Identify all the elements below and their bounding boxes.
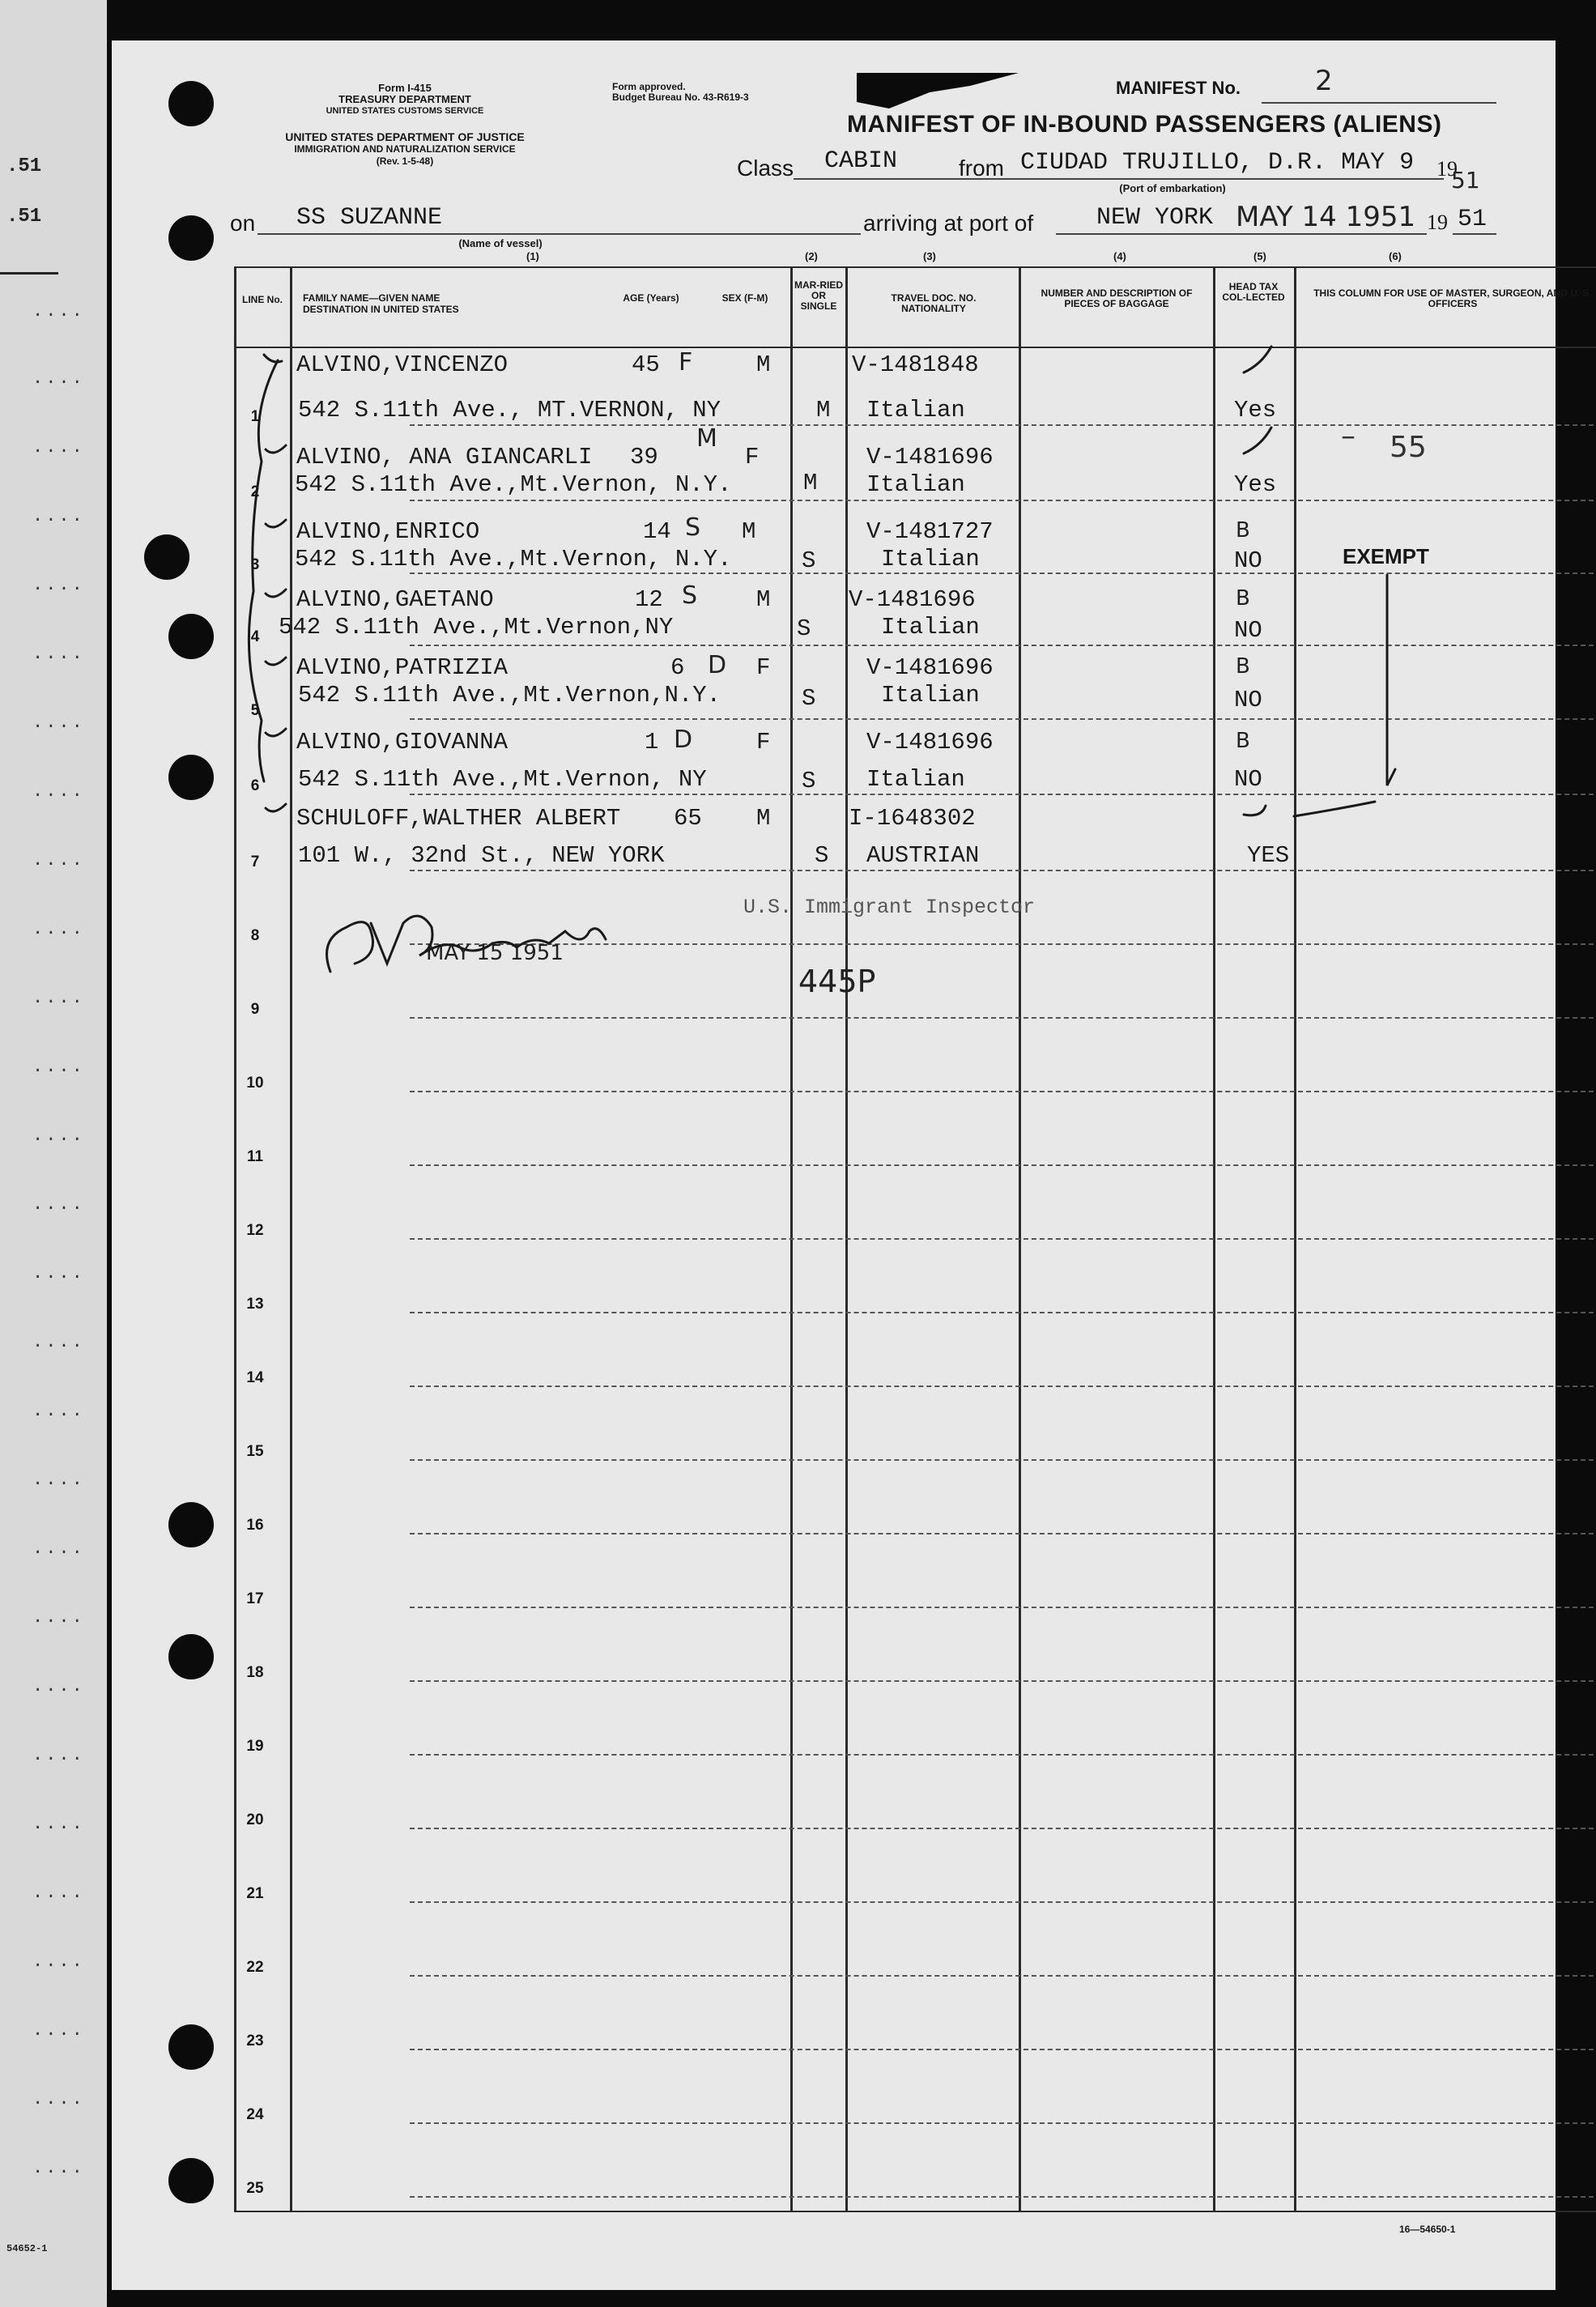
passenger-name: ALVINO, ANA GIANCARLI	[296, 444, 593, 470]
passenger-sex: M	[756, 586, 771, 613]
form-number: Form I-415	[378, 82, 432, 94]
line-number: 25	[246, 2180, 264, 2197]
strip-dots: ....	[32, 713, 85, 733]
col-num-4: (4)	[1113, 250, 1126, 262]
passenger-address: 542 S.11th Ave.,Mt.Vernon,N.Y.	[298, 682, 721, 709]
strip-dots: ....	[32, 1952, 85, 1972]
nationality: AUSTRIAN	[866, 842, 980, 869]
checkmark-icon	[266, 445, 286, 453]
header-married: MAR-RIED OR SINGLE	[794, 279, 843, 312]
age-annotation: D	[674, 726, 693, 754]
marital-status: M	[816, 397, 831, 424]
checkmark-icon	[1244, 347, 1271, 372]
col-num-6: (6)	[1389, 250, 1402, 262]
strip-dots: ....	[32, 368, 85, 389]
marital-status: S	[802, 768, 816, 794]
travel-doc-number: V-1481696	[849, 586, 976, 613]
officer-annotation-number: 55	[1390, 431, 1427, 464]
strip-dots: ....	[32, 1883, 85, 1903]
travel-doc-number: V-1481727	[866, 518, 994, 545]
row-line	[410, 2196, 1596, 2198]
passenger-age: 14	[643, 518, 671, 545]
head-tax-note: B	[1236, 586, 1250, 611]
line-number: 16	[246, 1517, 264, 1534]
passenger-age: 65	[674, 805, 702, 832]
ins-service: IMMIGRATION AND NATURALIZATION SERVICE	[294, 143, 516, 155]
passenger-age: 45	[632, 351, 660, 378]
travel-doc-number: I-1648302	[849, 805, 976, 832]
passenger-sex: F	[756, 729, 771, 756]
line-number: 3	[250, 556, 260, 573]
strip-dots: ....	[32, 1470, 85, 1490]
vessel-caption: (Name of vessel)	[458, 237, 543, 249]
arrival-year: 51	[1458, 206, 1487, 233]
marital-status: S	[802, 547, 816, 574]
age-annotation: S	[682, 581, 698, 610]
line-number: 24	[246, 2106, 264, 2123]
manifest-number-value: 2	[1315, 65, 1333, 97]
passenger-age: 6	[670, 654, 685, 681]
from-label: from	[959, 155, 1004, 181]
form-approved: Form approved.	[612, 81, 686, 92]
arrival-date-stamp: MAY 14 1951	[1236, 201, 1416, 233]
head-tax-collected: NO	[1234, 617, 1262, 644]
family-bracket-icon	[249, 360, 278, 781]
head-tax-note: B	[1236, 518, 1250, 543]
line-number: 4	[250, 628, 260, 645]
header-baggage: NUMBER AND DESCRIPTION OF PIECES OF BAGGAGE	[1041, 287, 1193, 309]
header-travel-doc: TRAVEL DOC. NO. NATIONALITY	[891, 292, 977, 314]
justice-department: UNITED STATES DEPARTMENT OF JUSTICE	[285, 130, 525, 143]
checkmark-icon	[266, 658, 286, 665]
dash-mark-icon	[1294, 802, 1375, 816]
inspector-title: U.S. Immigrant Inspector	[743, 896, 1036, 919]
line-number: 17	[246, 1590, 264, 1607]
row-line	[410, 1238, 1596, 1240]
age-annotation: M	[696, 424, 717, 453]
line-number: 6	[250, 777, 260, 794]
row-line	[410, 1607, 1596, 1608]
year-prefix-1: 19	[1436, 157, 1458, 181]
checkmark-icon	[1244, 428, 1271, 453]
row-line	[410, 2049, 1596, 2050]
reference-number: 445P	[798, 964, 876, 999]
strip-dots: ....	[32, 2158, 85, 2178]
line-number: 22	[246, 1959, 264, 1976]
budget-bureau: Budget Bureau No. 43-R619-3	[612, 92, 749, 103]
line-number: 5	[250, 702, 260, 719]
strip-dots: ....	[32, 506, 85, 526]
age-annotation: S	[685, 513, 701, 542]
header-age: AGE (Years)	[623, 292, 679, 304]
head-tax-collected: YES	[1247, 842, 1290, 869]
line-number: 18	[246, 1664, 264, 1681]
line-number: 15	[246, 1443, 264, 1460]
manifest-title: MANIFEST OF IN-BOUND PASSENGERS (ALIENS)	[847, 111, 1442, 138]
marital-status: S	[802, 685, 816, 712]
strip-year-1: .51	[6, 155, 42, 177]
year-suffix-1: 51	[1451, 167, 1480, 194]
row-line	[410, 1901, 1596, 1903]
line-number: 1	[250, 408, 260, 425]
travel-doc-number: V-1481848	[852, 351, 979, 378]
treasury-department: TREASURY DEPARTMENT	[338, 93, 471, 105]
line-number: 2	[250, 483, 260, 500]
travel-doc-number: V-1481696	[866, 654, 994, 681]
checkmark-icon	[264, 355, 282, 362]
strip-dots: ....	[32, 781, 85, 802]
line-number: 12	[246, 1222, 264, 1239]
strip-dots: ....	[32, 919, 85, 939]
head-tax-note: B	[1236, 729, 1250, 753]
col-num-1: (1)	[526, 250, 539, 262]
row-line	[410, 1385, 1596, 1387]
strip-dots: ....	[32, 1332, 85, 1352]
strip-dots: ....	[32, 1401, 85, 1421]
passenger-sex: M	[756, 351, 771, 378]
passenger-address: 542 S.11th Ave., MT.VERNON, NY	[298, 397, 721, 424]
strip-dots: ....	[32, 988, 85, 1008]
handwritten-marks	[112, 40, 1556, 1012]
passenger-sex: M	[756, 805, 771, 832]
binder-hole	[168, 1634, 214, 1679]
manifest-page	[112, 40, 1592, 2290]
line-number: 20	[246, 1811, 264, 1828]
row-line	[410, 1754, 1596, 1756]
head-tax-collected: NO	[1234, 766, 1262, 793]
strip-rule	[0, 272, 58, 275]
nationality: Italian	[866, 397, 965, 424]
passenger-sex: F	[756, 654, 771, 681]
passenger-address: 542 S.11th Ave.,Mt.Vernon, N.Y.	[295, 471, 732, 498]
arrival-port: NEW YORK	[1096, 204, 1214, 232]
strip-form-number: 54652-1	[6, 2243, 48, 2254]
col-num-3: (3)	[923, 250, 936, 262]
line-number: 8	[250, 927, 260, 944]
passenger-address: 101 W., 32nd St., NEW YORK	[298, 842, 665, 869]
adjacent-page-strip	[0, 0, 107, 2307]
age-annotation: F	[679, 348, 693, 377]
nationality: Italian	[881, 614, 980, 641]
row-line	[410, 1828, 1596, 1829]
row-line	[410, 1975, 1596, 1977]
form-footer-number: 16—54650-1	[1399, 2224, 1456, 2235]
on-label: on	[230, 211, 256, 236]
head-tax-note: B	[1236, 654, 1250, 679]
strip-dots: ....	[32, 2089, 85, 2109]
strip-dots: ....	[32, 437, 85, 458]
passenger-sex: F	[745, 444, 760, 470]
head-tax-collected: Yes	[1234, 471, 1277, 498]
passenger-name: ALVINO,GIOVANNA	[296, 729, 509, 756]
strip-dots: ....	[32, 2020, 85, 2041]
line-number: 13	[246, 1296, 264, 1313]
line-number: 10	[246, 1075, 264, 1092]
line-number: 14	[246, 1369, 264, 1386]
passenger-address: 542 S.11th Ave.,Mt.Vernon, NY	[298, 766, 707, 793]
header-line-no: LINE No.	[242, 294, 283, 305]
year-prefix-2: 19	[1427, 211, 1448, 234]
passenger-sex: M	[742, 518, 756, 545]
header-family-name: FAMILY NAME—GIVEN NAME	[303, 292, 440, 304]
row-line	[410, 1533, 1596, 1534]
strip-dots: ....	[32, 1607, 85, 1628]
header-destination: DESTINATION IN UNITED STATES	[303, 304, 459, 315]
passenger-age: 12	[635, 586, 663, 613]
marital-status: M	[803, 470, 818, 496]
strip-dots: ....	[32, 1676, 85, 1696]
col-num-5: (5)	[1253, 250, 1266, 262]
col-num-2: (2)	[805, 250, 818, 262]
strip-dots: ....	[32, 1057, 85, 1077]
head-tax-collected: Yes	[1234, 397, 1277, 424]
row-line	[410, 1164, 1596, 1166]
marital-status: S	[797, 615, 811, 642]
strip-dots: ....	[32, 1263, 85, 1283]
customs-service: UNITED STATES CUSTOMS SERVICE	[326, 106, 484, 116]
passenger-name: ALVINO,GAETANO	[296, 586, 494, 613]
binder-hole	[168, 2024, 214, 2070]
manifest-number-label: MANIFEST No.	[1116, 78, 1241, 98]
header-officers-column: THIS COLUMN FOR USE OF MASTER, SURGEON, AND U. S. OFFICERS	[1313, 287, 1592, 309]
row-line	[410, 2122, 1596, 2124]
form-revision: (Rev. 1-5-48)	[376, 155, 434, 167]
head-tax-collected: NO	[1234, 687, 1262, 713]
exempt-note: EXEMPT	[1343, 544, 1429, 568]
strip-dots: ....	[32, 1126, 85, 1146]
passenger-name: ALVINO,PATRIZIA	[296, 654, 509, 681]
strip-dots: ....	[32, 850, 85, 870]
checkmark-icon	[266, 590, 286, 597]
passenger-address: 542 S.11th Ave.,Mt.Vernon, N.Y.	[295, 546, 732, 572]
checkmark-icon	[266, 729, 286, 736]
line-number: 19	[246, 1738, 264, 1755]
class-label: Class	[737, 155, 794, 181]
binder-hole	[168, 2158, 214, 2203]
strip-dots: ....	[32, 1814, 85, 1834]
inspector-signature-icon	[327, 916, 606, 972]
embarkation-port: CIUDAD TRUJILLO, D.R. MAY 9	[1020, 149, 1415, 177]
strip-year-2: .51	[6, 206, 42, 228]
nationality: Italian	[866, 766, 965, 793]
travel-doc-number: V-1481696	[866, 444, 994, 470]
passenger-name: ALVINO,VINCENZO	[296, 351, 509, 378]
nationality: Italian	[866, 471, 965, 498]
nationality: Italian	[881, 546, 980, 572]
strip-dots: ....	[32, 1745, 85, 1765]
header-head-tax: HEAD TAX COL-LECTED	[1222, 281, 1285, 303]
passenger-name: SCHULOFF,WALTHER ALBERT	[296, 805, 621, 832]
arriving-label: arriving at port of	[863, 211, 1034, 236]
exempt-arrow-icon	[1387, 575, 1395, 785]
line-number: 23	[246, 2032, 264, 2049]
checkmark-icon	[266, 804, 286, 811]
head-tax-collected: NO	[1234, 547, 1262, 574]
strip-dots: ....	[32, 575, 85, 595]
passenger-age: 39	[630, 444, 658, 470]
line-number: 21	[246, 1885, 264, 1902]
passenger-address: 542 S.11th Ave.,Mt.Vernon,NY	[279, 614, 674, 641]
vessel-name: SS SUZANNE	[296, 204, 443, 232]
marital-status: S	[815, 842, 829, 869]
header-sex: SEX (F-M)	[721, 292, 768, 304]
row-line	[410, 1091, 1596, 1092]
binder-hole	[168, 1502, 214, 1547]
strip-dots: ....	[32, 1194, 85, 1215]
row-line	[410, 1459, 1596, 1461]
passenger-name: ALVINO,ENRICO	[296, 518, 480, 545]
nationality: Italian	[881, 682, 980, 709]
row-line	[410, 1017, 1596, 1019]
checkmark-icon	[1244, 806, 1266, 815]
class-value: CABIN	[824, 147, 898, 175]
inspection-date-stamp: MAY 15 1951	[426, 941, 564, 965]
age-annotation: D	[708, 651, 727, 679]
table-bottom-border	[235, 2211, 1596, 2212]
line-number: 11	[246, 1148, 264, 1165]
line-number: 9	[250, 1001, 260, 1018]
strip-dots: ....	[32, 1539, 85, 1559]
line-number: 7	[250, 853, 260, 870]
checkmark-icon	[266, 520, 286, 527]
strip-dots: ....	[32, 644, 85, 664]
row-line	[410, 1312, 1596, 1313]
officer-dash-mark: –	[1341, 419, 1356, 453]
embarkation-caption: (Port of embarkation)	[1119, 182, 1226, 194]
travel-doc-number: V-1481696	[866, 729, 994, 756]
passenger-age: 1	[645, 729, 659, 756]
strip-dots: ....	[32, 301, 85, 321]
row-line	[410, 1680, 1596, 1682]
